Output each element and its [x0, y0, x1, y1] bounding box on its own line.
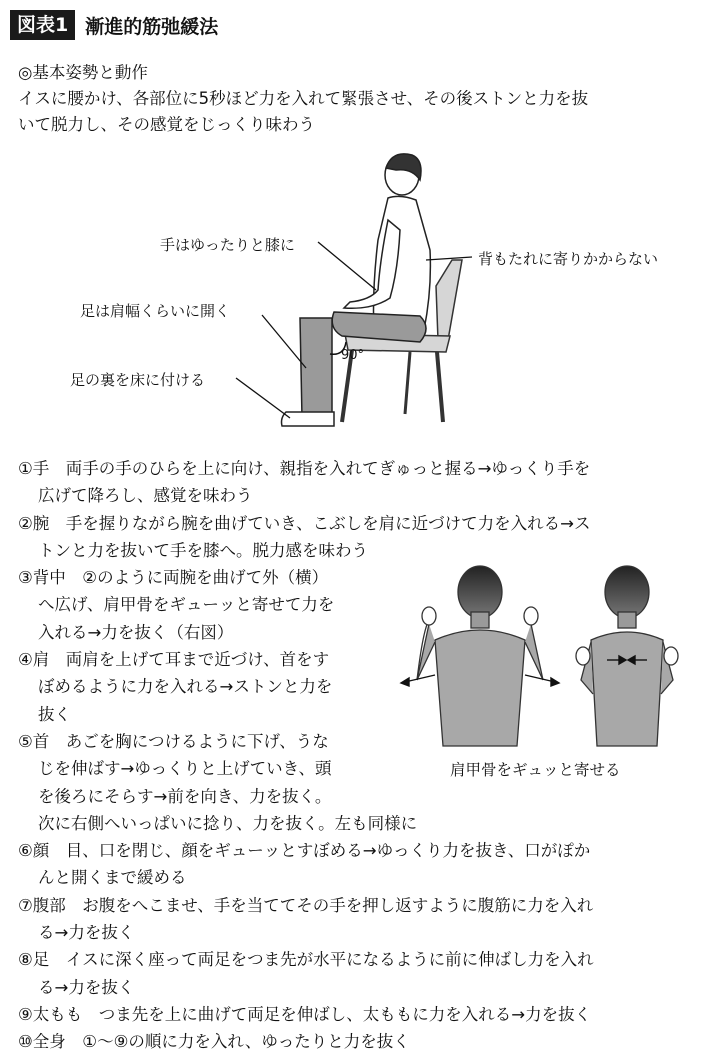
step-shoulder-cont: ぼめるように力を入れる→ストンと力を — [38, 677, 333, 697]
intro-line: いて脱力し、その感覚をじっくり味わう — [18, 115, 315, 134]
figure-header — [10, 10, 218, 40]
step-neck-cont: を後ろにそらす→前を向き、力を抜く。 — [38, 786, 332, 806]
step-thighs: ⑨太もも つま先を上に曲げて両足を伸ばし、太ももに力を入れる→力を抜く — [18, 1004, 592, 1024]
step-hand: ①手 両手の手のひらを上に向け、親指を入れてぎゅっと握る→ゆっくり手を — [18, 459, 591, 478]
step-arm-cont: トンと力を抜いて手を膝へ。脱力感を味わう — [38, 540, 368, 560]
intro-line: イスに腰かけ、各部位に5秒ほど力を入れて緊張させ、その後ストンと力を抜 — [18, 89, 589, 108]
step-abdomen: ⑦腹部 お腹をへこませ、手を当ててその手を押し返すように腹筋に力を入れ — [18, 895, 594, 915]
figure-number-badge: 図表1 — [10, 10, 75, 40]
step-back-cont: へ広げ、肩甲骨をギューッと寄せて力を — [38, 595, 335, 615]
label-hands-on-knees: 手はゆったりと膝に — [160, 236, 295, 254]
intro-heading: ◎基本姿勢と動作 — [18, 63, 148, 82]
step-neck-cont: じを伸ばす→ゆっくりと上げていき、頭 — [38, 759, 332, 779]
intro-section — [18, 60, 698, 138]
back-figure — [395, 560, 695, 790]
back-view-illustration — [395, 560, 695, 790]
posture-figure — [0, 150, 710, 440]
step-neck: ⑤首 あごを胸につけるように下げ、うな — [18, 731, 329, 751]
step-arm: ②腕 手を握りながら腕を曲げていき、こぶしを肩に近づけて力を入れる→ス — [18, 513, 591, 533]
label-no-backrest: 背もたれに寄りかからない — [478, 250, 659, 268]
label-soles-on-floor: 足の裏を床に付ける — [70, 371, 206, 389]
label-angle-90: 90° — [341, 348, 365, 363]
page-title: 漸進的筋弛緩法 — [85, 15, 219, 38]
step-feet-cont: る→力を抜く — [38, 977, 135, 997]
label-feet-shoulder-width: 足は肩幅くらいに開く — [80, 302, 231, 320]
step-shoulder-cont: 抜く — [38, 704, 71, 724]
back-figure-caption: 肩甲骨をギュッと寄せる — [450, 761, 621, 779]
person-blades-squeezed — [576, 566, 678, 746]
step-face-cont: んと開くまで緩める — [38, 868, 187, 888]
step-shoulder: ④肩 両肩を上げて耳まで近づけ、首をす — [18, 650, 330, 670]
step-feet: ⑧足 イスに深く座って両足をつま先が水平になるように前に伸ばし力を入れ — [18, 950, 594, 970]
seated-person-illustration — [0, 150, 710, 440]
step-abdomen-cont: る→力を抜く — [38, 923, 135, 943]
step-back: ③背中 ②のように両腕を曲げて外（横） — [18, 568, 329, 588]
step-face: ⑥顔 目、口を閉じ、顔をギューッとすぼめる→ゆっくり力を抜き、口がぽか — [18, 841, 591, 861]
step-back-cont: 入れる→力を抜く（右図） — [38, 622, 234, 642]
step-hand-cont: 広げて降ろし、感覚を味わう — [38, 486, 253, 506]
step-whole-body: ⑩全身 ①〜⑨の順に力を入れ、ゆったりと力を抜く — [18, 1032, 410, 1052]
person-arms-out — [417, 566, 543, 746]
step-neck-cont: 次に右側へいっぱいに捻り、力を抜く。左も同様に — [38, 813, 418, 833]
